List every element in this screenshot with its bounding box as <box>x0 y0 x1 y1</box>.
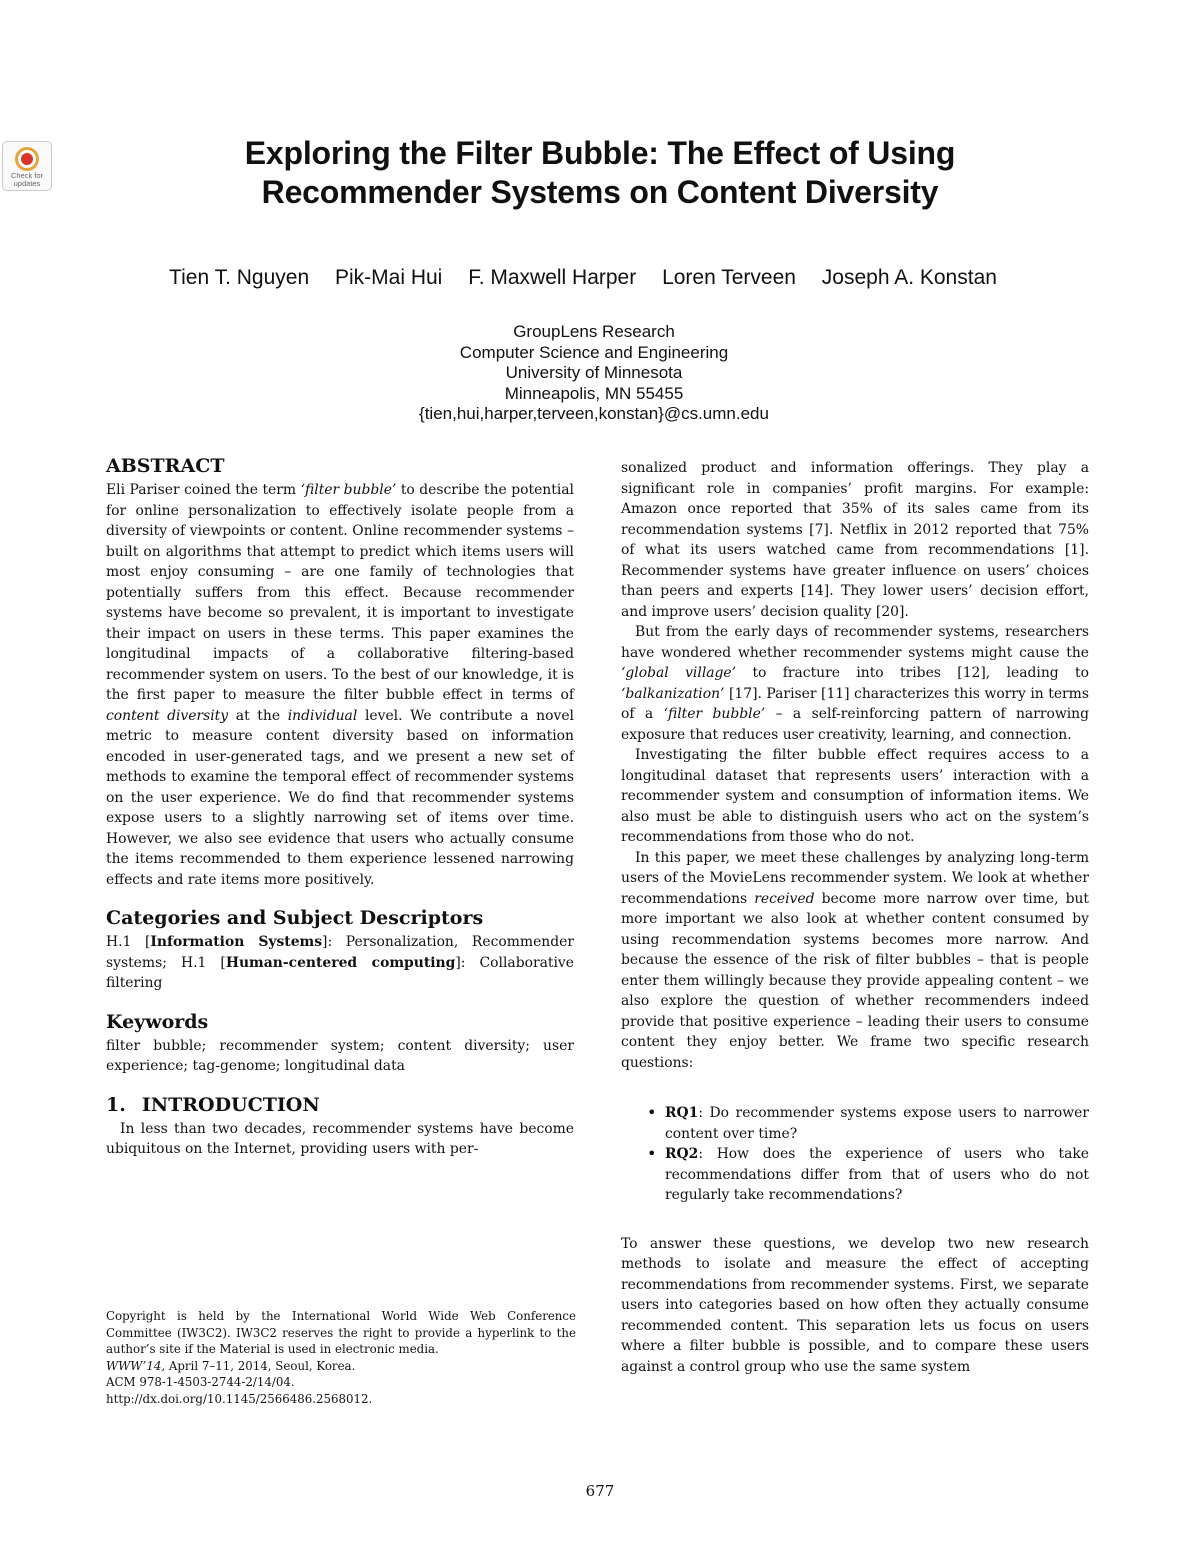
left-column <box>106 452 574 1160</box>
research-question-1: • RQ1: Do recommender systems expose users to narrower content over time? <box>621 1103 1089 1144</box>
paper-title <box>120 134 1080 212</box>
venue-line: WWW’14, April 7–11, 2014, Seoul, Korea. <box>106 1358 356 1373</box>
abstract-text: Eli Pariser coined the term ‘filter bubble’ to describe the potential for online personalization to effectively isolate people from a diversity of viewpoints or content. Online recommender systems – built on algorithms that attempt to predict which items users will most enjoy consuming – are one family of technologies that potentially suffers from this effect. Because recommender systems have become so prevalent, it is important to investigate their impact on users in these terms. This paper examines the longitudinal impacts of a collaborative filtering-based recommender system on users. To the best of our knowledge, it is the first paper to measure the filter bubble effect in terms of content diversity at the individual level. We contribute a novel metric to measure content diversity based on information encoded in user-generated tags, and we present a new set of methods to examine the temporal effect of recommender systems on the user experience. We do find that recommender systems expose users to a slightly narrowing set of items over time. However, we also see evidence that users who actually consume the items recommended to them experience lessened narrowing effects and rate items more positively. <box>106 482 574 888</box>
page-number: 677 <box>585 1482 615 1500</box>
author-name: Loren Terveen <box>662 266 796 289</box>
author-list <box>0 263 1166 293</box>
research-question-2: • RQ2: How does the experience of users who take recommendations differ from that of users who do not regularly take recommendations? <box>621 1144 1089 1206</box>
keywords-heading: Keywords <box>106 1010 209 1033</box>
affiliation-city: Minneapolis, MN 55455 <box>504 383 684 403</box>
intro-paragraph: sonalized product and information offerings. They play a significant role in companies’ profit margins. For example: Amazon once reported that 35% of its sales came from its recommendation systems [7]. Netflix in 2012 reported that 75% of what its users watched came from recommendations [1]. Recommender systems have greater influence on users’ choices than peers and experts [14]. They lower users’ decision effort, and improve users’ decision quality [20]. <box>621 460 1089 620</box>
categories-text: H.1 [Information Systems]: Personalization, Recommender systems; H.1 [Human-centered computing]: Collaborative filtering <box>106 934 574 991</box>
copyright-notice <box>106 1308 576 1407</box>
title-line-1: Exploring the Filter Bubble: The Effect of Using <box>244 135 956 171</box>
crossmark-icon <box>15 147 39 171</box>
check-for-updates-badge[interactable] <box>2 141 52 191</box>
affiliation-block <box>0 322 1188 425</box>
copyright-text: Copyright is held by the International World Wide Web Conference Committee (IW3C2). IW3C2 reserves the right to provide a hyperlink to the author’s site if the Material is used in electronic media. <box>106 1309 576 1356</box>
intro-paragraph: Investigating the filter bubble effect requires access to a longitudinal dataset that represents users’ interaction with a recommender system and consumption of information items. We also must be able to distinguish users who act on the system’s recommendations from those who do not. <box>621 747 1089 845</box>
affiliation-group: GroupLens Research <box>513 322 675 341</box>
right-column <box>621 458 1089 1377</box>
author-name: Tien T. Nguyen <box>169 266 310 289</box>
keywords-text: filter bubble; recommender system; content diversity; user experience; tag-genome; longitudinal data <box>106 1037 574 1074</box>
author-name: Joseph A. Konstan <box>821 266 997 289</box>
acm-isbn: ACM 978-1-4503-2744-2/14/04. <box>106 1375 295 1389</box>
author-name: F. Maxwell Harper <box>468 266 637 289</box>
intro-paragraph: In this paper, we meet these challenges by analyzing long-term users of the MovieLens recommender system. We look at whether recommendations received become more narrow over time, but more important we also look at whether content consumed by using recommendation systems becomes more narrow. And because the essence of the risk of filter bubbles – that is people enter them willingly because they provide appealing content – we also explore the question of whether recommenders indeed provide that positive experience – leading their users to consume content they enjoy better. We frame two specific research questions: <box>621 849 1090 1071</box>
introduction-heading: 1. INTRODUCTION <box>106 1093 320 1116</box>
author-name: Pik-Mai Hui <box>334 266 443 289</box>
research-questions-list <box>621 1103 1089 1206</box>
introduction-text: In less than two decades, recommender systems have become ubiquitous on the Internet, providing users with per- <box>106 1120 574 1157</box>
affiliation-dept: Computer Science and Engineering <box>459 342 729 362</box>
affiliation-email[interactable]: {tien,hui,harper,terveen,konstan}@cs.umn.edu <box>419 404 769 423</box>
affiliation-university: University of Minnesota <box>505 363 683 382</box>
badge-label: Check for updates <box>10 171 44 188</box>
abstract-heading: ABSTRACT <box>106 455 225 477</box>
title-line-2: Recommender Systems on Content Diversity <box>261 174 939 210</box>
doi-link[interactable]: http://dx.doi.org/10.1145/2566486.2568012. <box>106 1391 373 1406</box>
intro-paragraph: But from the early days of recommender systems, researchers have wondered whether recommender systems might cause the ‘global village’ to fracture into tribes [12], leading to ‘balkanization’ [17]. Pariser [11] characterizes this worry in terms of a ‘filter bubble’ – a self-reinforcing pattern of narrowing exposure that reduces user creativity, learning, and connection. <box>621 624 1090 743</box>
intro-paragraph: To answer these questions, we develop two new research methods to isolate and measure the effect of accepting recommendations from recommender systems. First, we separate users into categories based on how often they actually consume recommended content. This separation lets us focus on users where a filter bubble is possible, and to compare these users against a control group who use the same system <box>621 1235 1089 1375</box>
categories-heading: Categories and Subject Descriptors <box>106 907 484 929</box>
